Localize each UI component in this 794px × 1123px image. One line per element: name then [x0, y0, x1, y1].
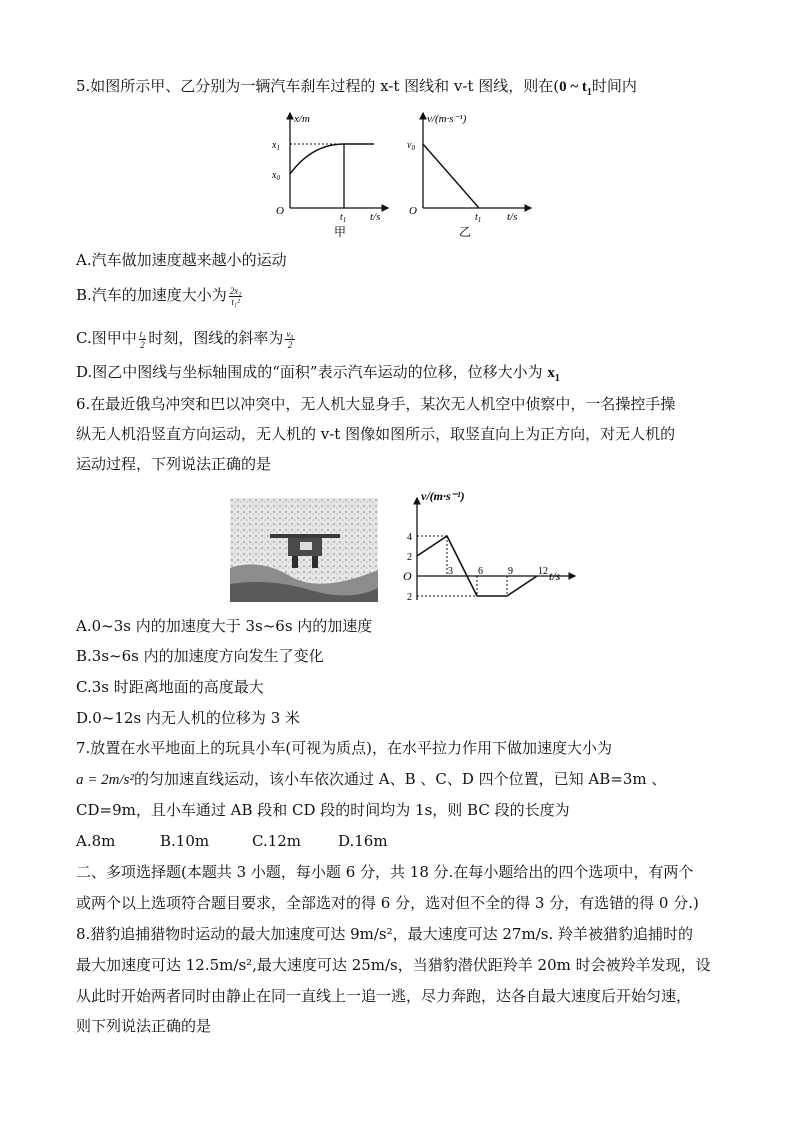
q6-option-b: B.3s~6s 内的加速度方向发生了变化 — [76, 647, 324, 665]
q6-vt-graph — [395, 482, 580, 606]
q7-stem-1: 7.放置在水平地面上的玩具小车(可视为质点)，在水平拉力作用下做加速度大小为 — [76, 739, 613, 757]
jia-origin: O — [276, 205, 284, 217]
q5-option-c: C.图甲中 $\frac{\text{t₁}}{2}$ 时刻，图线的斜率为 $\frac{\text{v₀}}{2}$ — [76, 328, 294, 350]
q6-option-c: C.3s 时距离地面的高度最大 — [76, 678, 264, 696]
q7-stem-3: CD=9m，且小车通过 AB 段和 CD 段的时间均为 1s，则 BC 段的长度为 — [76, 801, 570, 819]
q6-origin: O — [403, 569, 412, 583]
q7-option-d: D.16m — [338, 832, 388, 850]
q6-stem-2: 纵无人机沿竖直方向运动，无人机的 v-t 图像如图所示，取竖直向上为正方向，对无人机的 — [76, 425, 676, 443]
jia-t1-label: $t_1$ — [340, 212, 347, 224]
q6-xtick-label: 6 — [478, 566, 483, 577]
section2-line1: 二、多项选择题(本题共 3 小题，每小题 6 分，共 18 分.在每小题给出的四个选项中，有两个 — [76, 863, 694, 881]
q7-option-a: A.8m — [76, 832, 116, 850]
q7-options — [76, 831, 388, 851]
q5-option-a: A.汽车做加速度越来越小的运动 — [76, 251, 287, 269]
q6-ytick-label: 4 — [407, 532, 412, 543]
q6-ytick-label: 2 — [407, 552, 412, 563]
drone-photo — [230, 498, 378, 602]
q5-option-b: B.汽车的加速度大小为 $\frac{\text{2x₁}}{\text{t₁²}}$ — [76, 285, 242, 307]
section2-line2: 或两个以上选项符合题目要求，全部选对的得 6 分，选对但不全的得 3 分，有选错的得 0 分.) — [76, 894, 699, 912]
jia-x1-label: $x_1$ — [272, 140, 280, 152]
jia-x0-label: $x_0$ — [272, 170, 280, 182]
q6-xtick-label: 12 — [538, 566, 548, 577]
q8-line4: 则下列说法正确的是 — [76, 1017, 212, 1035]
q8-line3: 从此时开始两者同时由静止在同一直线上一追一逃，尽力奔跑，达各自最大速度后开始匀速， — [76, 987, 692, 1005]
q6-ylabel: v/(m·s⁻¹) — [421, 489, 465, 503]
jia-xlabel: t/s — [370, 211, 381, 223]
q6-series-line — [417, 536, 537, 596]
q6-xtick-label: 3 — [448, 566, 453, 577]
q5-stem-b: 时间内 — [591, 77, 637, 95]
yi-origin: O — [409, 205, 417, 217]
q6-option-a: A.0~3s 内的加速度大于 3s~6s 内的加速度 — [76, 617, 373, 635]
yi-ylabel: v/(m·s⁻¹) — [427, 113, 467, 125]
yi-v0-label: $v_0$ — [407, 140, 415, 152]
q5-graph-yi — [395, 108, 535, 238]
jia-caption: 甲 — [334, 225, 347, 238]
q7-stem-2: a = 2m/s²的匀加速直线运动，该小车依次通过 A、B 、C、D 四个位置，已知 AB=3m 、 — [76, 770, 667, 788]
q6-xtick-label: 9 — [508, 566, 513, 577]
q6-stem-3: 运动过程，下列说法正确的是 — [76, 455, 272, 473]
q5-graph-jia — [262, 108, 392, 238]
q8-line2: 最大加速度可达 12.5m/s²,最大速度可达 25m/s，当猎豹潜伏距羚羊 20m 时会被羚羊发现，设 — [76, 956, 711, 974]
yi-xlabel: t/s — [507, 211, 518, 223]
q5-stem-a: 5.如图所示甲、乙分别为一辆汽车刹车过程的 x-t 图线和 v-t 图线，则在( — [76, 77, 560, 95]
q5-option-d: D.图乙中图线与坐标轴围成的“面积”表示汽车运动的位移，位移大小为 $x_1$ — [76, 363, 560, 384]
yi-t1-label: $t_1$ — [475, 212, 482, 224]
jia-ylabel: x/m — [294, 113, 310, 125]
q5-stem-math: 0 ~ $t_1$ — [559, 79, 592, 98]
q5-stem — [76, 76, 637, 103]
q6-xlabel: t/s — [549, 569, 561, 583]
q6-stem-1: 6.在最近俄乌冲突和巴以冲突中，无人机大显身手，某次无人机空中侦察中，一名操控手操 — [76, 395, 676, 413]
q8-line1: 8.猎豹追捕猎物时运动的最大加速度可达 9m/s²，最大速度可达 27m/s. 羚羊被猎豹追捕时的 — [76, 925, 693, 943]
q7-option-b: B.10m — [160, 832, 210, 850]
q7-math: a = 2m/s² — [76, 772, 134, 788]
q6-ytick-label: 2 — [407, 592, 412, 603]
q7-option-c: C.12m — [252, 832, 302, 850]
yi-caption: 乙 — [459, 225, 472, 238]
q6-option-d: D.0~12s 内无人机的位移为 3 米 — [76, 709, 301, 727]
